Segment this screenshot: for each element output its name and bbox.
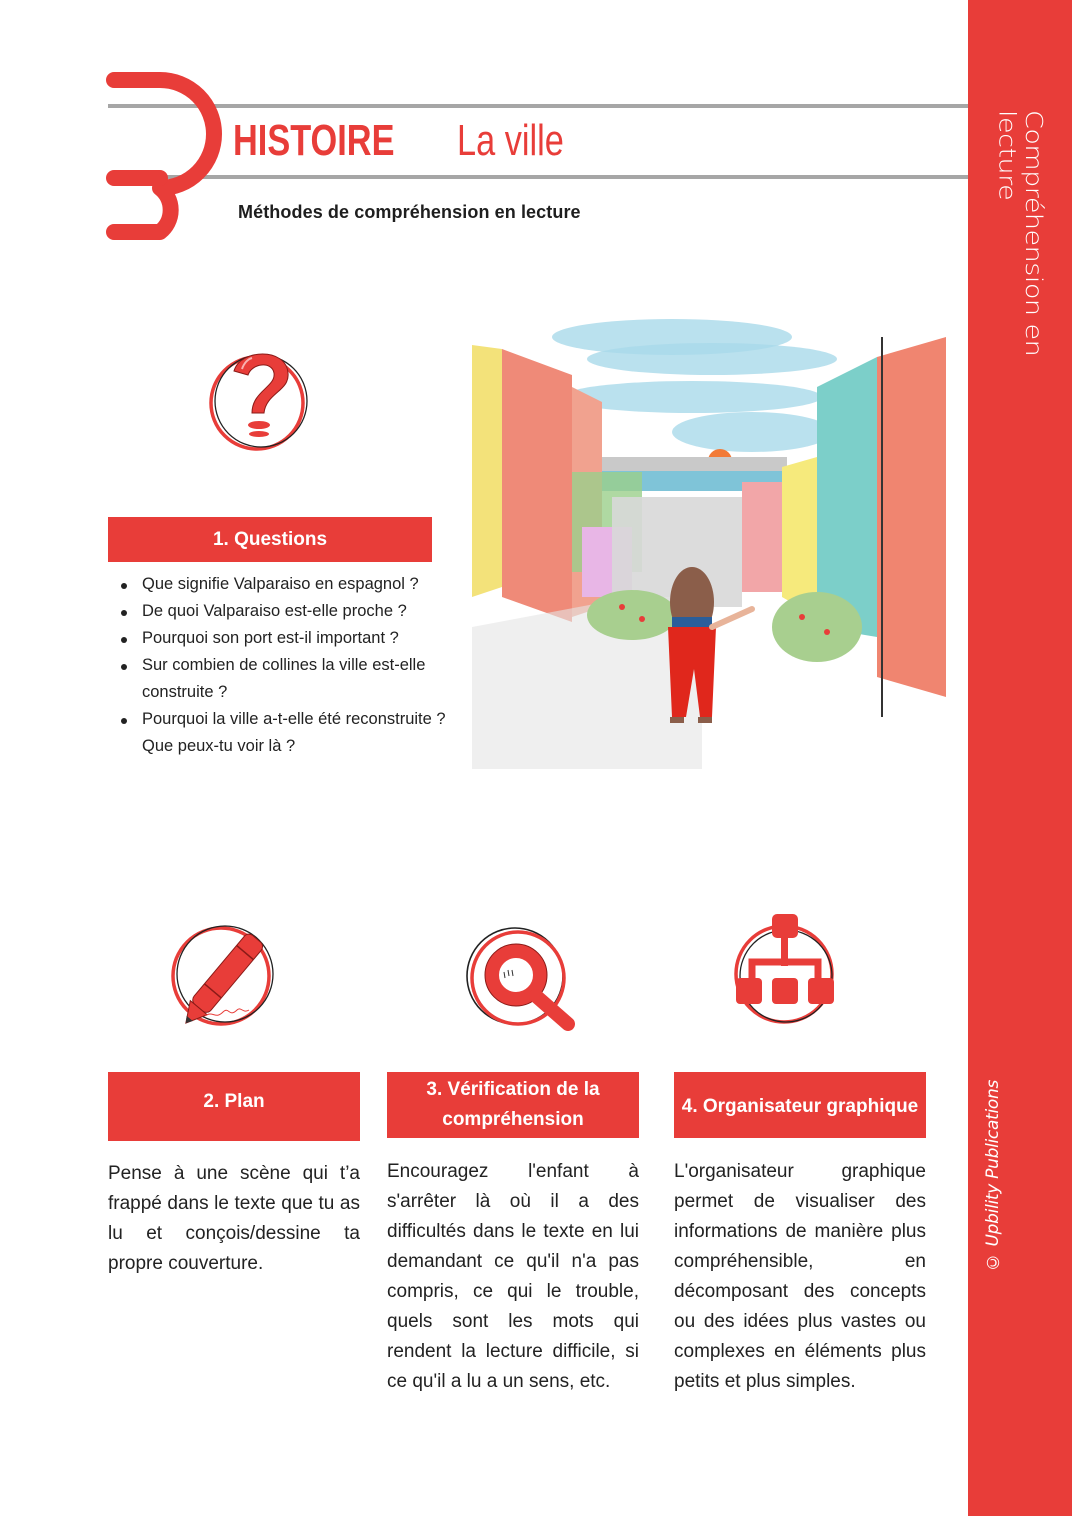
- page-subtitle: Méthodes de compréhension en lecture: [238, 202, 581, 222]
- pencil-icon: [165, 918, 289, 1030]
- section-header-organizer: [674, 1072, 926, 1138]
- city-street-illustration: [472, 297, 946, 769]
- copyright: [968, 1080, 1018, 1350]
- verification-text: Encouragez l'enfant à s'arrêter là où il a des difficultés dans le texte en lui demandant ce qu'il n'a pas compris, ce qui le trouble, quels sont les mots qui rendent la lecture difficile, si ce qu'il a lu a un sens, etc.: [387, 1161, 639, 1392]
- header-rule-top: [108, 104, 968, 108]
- list-item: De quoi Valparaiso est-elle proche ?: [118, 598, 468, 625]
- organizer-text: L'organisateur graphique permet de visualiser des informations de manière plus compréhensible, en décomposant des concepts ou des idées plus vastes ou complexes en éléments plus petits et plus simples.: [674, 1161, 926, 1392]
- list-item: Que signifie Valparaiso en espagnol ?: [118, 571, 468, 598]
- list-item: Sur combien de collines la ville est-elle construite ?: [118, 652, 468, 706]
- sidebar-title-text: Compréhension en lecture: [993, 110, 1047, 357]
- list-item: Pourquoi la ville a-t-elle été reconstruite ? Que peux-tu voir là ?: [118, 706, 468, 760]
- title-la-ville: La ville: [457, 116, 564, 165]
- section-heading-text: 4. Organisateur graphique: [681, 1096, 919, 1117]
- question-mark-icon: [204, 343, 314, 453]
- magnifier-icon: [460, 920, 576, 1036]
- page-title: [233, 110, 594, 172]
- section-header-verification: [387, 1072, 639, 1138]
- section-header-questions: [108, 517, 432, 562]
- header-rule-bottom: [108, 175, 968, 179]
- question-list: [118, 571, 468, 760]
- section-heading-text: 2. Plan: [203, 1090, 265, 1112]
- sidebar-title: [968, 110, 1072, 440]
- copyright-text: © Upbility Publications: [983, 1080, 1003, 1272]
- title-histoire: HISTOIRE: [233, 116, 395, 165]
- plan-text: Pense à une scène qui t’a frappé dans le texte que tu as lu et conçois/dessine ta propre couverture.: [108, 1163, 360, 1274]
- section-heading-text: 1. Questions: [212, 528, 328, 550]
- list-item: Pourquoi son port est-il important ?: [118, 625, 468, 652]
- section-heading-text: 3. Vérification de la compréhension: [426, 1079, 600, 1130]
- organizer-chart-icon: [728, 912, 840, 1028]
- section-header-plan: [108, 1072, 360, 1141]
- chapter-number-3-glyph: [100, 66, 230, 246]
